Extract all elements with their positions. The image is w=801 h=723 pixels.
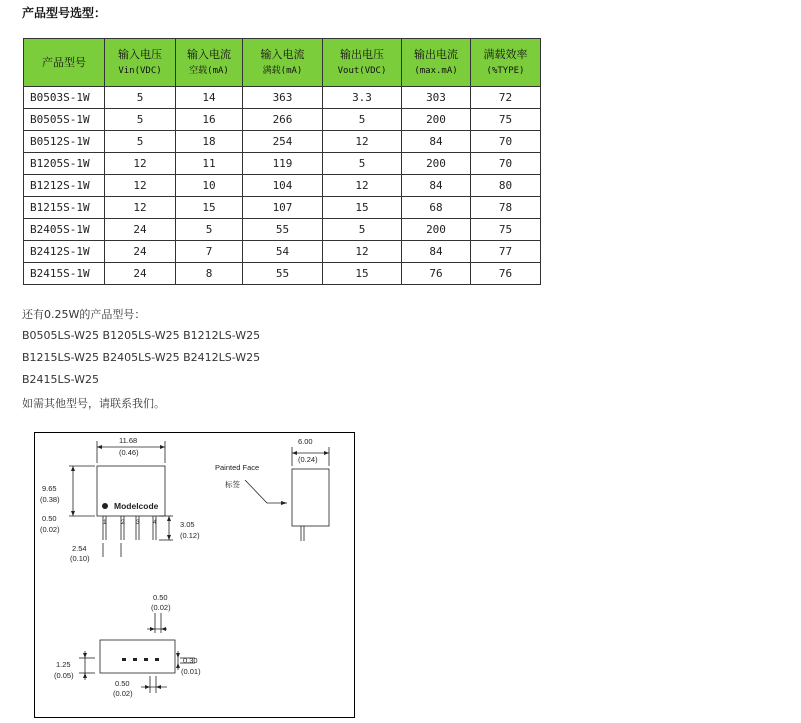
cell-vin: 24 bbox=[105, 263, 176, 285]
cell-vin: 5 bbox=[105, 131, 176, 153]
cell-iin-fullload: 55 bbox=[243, 219, 323, 241]
cell-vin: 12 bbox=[105, 153, 176, 175]
note-line-contact: 如需其他型号，请联系我们。 bbox=[22, 397, 165, 410]
cell-iin-noload: 7 bbox=[176, 241, 243, 263]
side-view-body bbox=[292, 469, 329, 526]
model-code-label: Modelcode bbox=[114, 501, 159, 511]
cell-vin: 12 bbox=[105, 175, 176, 197]
cell-efficiency: 70 bbox=[471, 153, 541, 175]
cell-iout: 84 bbox=[402, 131, 471, 153]
pin-thickness-mm: 0.30 bbox=[183, 656, 198, 665]
cell-model: B0512S-1W bbox=[24, 131, 105, 153]
cell-efficiency: 75 bbox=[471, 109, 541, 131]
cell-vin: 24 bbox=[105, 241, 176, 263]
table-row bbox=[24, 131, 541, 153]
cell-vout: 12 bbox=[323, 131, 402, 153]
table-row bbox=[24, 153, 541, 175]
cell-iin-noload: 14 bbox=[176, 87, 243, 109]
cell-iin-fullload: 119 bbox=[243, 153, 323, 175]
cell-model: B0503S-1W bbox=[24, 87, 105, 109]
painted-face-label: Painted Face bbox=[215, 463, 260, 472]
body-height-in: (0.05) bbox=[54, 671, 74, 680]
cell-vout: 12 bbox=[323, 241, 402, 263]
header-efficiency: 满载效率 (%TYPE) bbox=[471, 39, 541, 87]
table-header-row bbox=[24, 39, 541, 87]
header-iin-noload: 输入电流 空载(mA) bbox=[176, 39, 243, 87]
header-iout: 输出电流 (max.mA) bbox=[402, 39, 471, 87]
painted-face-label-cn: 标签 bbox=[225, 480, 240, 489]
header-iin-fullload: 输入电流 满载(mA) bbox=[243, 39, 323, 87]
cell-model: B1215S-1W bbox=[24, 197, 105, 219]
cell-vout: 15 bbox=[323, 197, 402, 219]
standoff-mm: 0.50 bbox=[42, 514, 57, 523]
width-mm: 11.68 bbox=[119, 436, 138, 445]
cell-model: B1205S-1W bbox=[24, 153, 105, 175]
cell-iout: 76 bbox=[402, 263, 471, 285]
body-height-mm: 1.25 bbox=[56, 660, 71, 669]
cell-iin-fullload: 363 bbox=[243, 87, 323, 109]
table-row bbox=[24, 109, 541, 131]
height-mm: 9.65 bbox=[42, 484, 57, 493]
cell-iin-noload: 10 bbox=[176, 175, 243, 197]
header-model: 产品型号 bbox=[24, 39, 105, 87]
cell-iout: 200 bbox=[402, 153, 471, 175]
cell-iout: 84 bbox=[402, 241, 471, 263]
pin-number: 2 bbox=[121, 519, 125, 526]
pin-width2-in: (0.02) bbox=[113, 689, 133, 698]
cell-iin-fullload: 107 bbox=[243, 197, 323, 219]
cell-iout: 200 bbox=[402, 219, 471, 241]
page-heading: 产品型号选型： bbox=[22, 6, 107, 20]
cell-iout: 84 bbox=[402, 175, 471, 197]
cell-iin-noload: 11 bbox=[176, 153, 243, 175]
cell-model: B2412S-1W bbox=[24, 241, 105, 263]
pin-len-mm: 3.05 bbox=[180, 520, 195, 529]
table-row bbox=[24, 87, 541, 109]
depth-in: (0.24) bbox=[298, 455, 318, 464]
pitch-in: (0.10) bbox=[70, 554, 90, 563]
cell-iout: 303 bbox=[402, 87, 471, 109]
cell-vout: 15 bbox=[323, 263, 402, 285]
cell-iin-fullload: 104 bbox=[243, 175, 323, 197]
cell-model: B1212S-1W bbox=[24, 175, 105, 197]
cell-efficiency: 78 bbox=[471, 197, 541, 219]
cell-vout: 5 bbox=[323, 109, 402, 131]
cell-iin-noload: 16 bbox=[176, 109, 243, 131]
cell-iin-noload: 18 bbox=[176, 131, 243, 153]
cell-model: B0505S-1W bbox=[24, 109, 105, 131]
dimension-drawing bbox=[34, 432, 355, 718]
cell-vout: 5 bbox=[323, 153, 402, 175]
pin-width2-mm: 0.50 bbox=[115, 679, 130, 688]
dimension-drawing-svg bbox=[35, 433, 354, 717]
cell-vin: 24 bbox=[105, 219, 176, 241]
cell-vin: 5 bbox=[105, 87, 176, 109]
note-line-models-3: B2415LS-W25 bbox=[22, 373, 100, 386]
cell-model: B2405S-1W bbox=[24, 219, 105, 241]
cell-vout: 12 bbox=[323, 175, 402, 197]
width-in: (0.46) bbox=[119, 448, 139, 457]
cell-efficiency: 75 bbox=[471, 219, 541, 241]
pin-thickness-in: (0.01) bbox=[181, 667, 201, 676]
bottom-view-body bbox=[100, 640, 175, 673]
cell-vin: 12 bbox=[105, 197, 176, 219]
pin-number: 3 bbox=[136, 519, 140, 526]
cell-efficiency: 70 bbox=[471, 131, 541, 153]
pin-width-mm: 0.50 bbox=[153, 593, 168, 602]
pin1-marker bbox=[102, 503, 108, 509]
table-row bbox=[24, 219, 541, 241]
cell-efficiency: 76 bbox=[471, 263, 541, 285]
cell-iin-fullload: 54 bbox=[243, 241, 323, 263]
cell-vout: 5 bbox=[323, 219, 402, 241]
pin-len-in: (0.12) bbox=[180, 531, 200, 540]
note-line-intro: 还有0.25W的产品型号： bbox=[22, 308, 146, 321]
cell-efficiency: 77 bbox=[471, 241, 541, 263]
cell-iout: 68 bbox=[402, 197, 471, 219]
header-vin: 输入电压 Vin(VDC) bbox=[105, 39, 176, 87]
header-vout: 输出电压 Vout(VDC) bbox=[323, 39, 402, 87]
pin-width-in: (0.02) bbox=[151, 603, 171, 612]
cell-iin-fullload: 55 bbox=[243, 263, 323, 285]
pin-number: 4 bbox=[153, 519, 157, 526]
product-spec-table bbox=[23, 38, 541, 285]
note-line-models-2: B1215LS-W25 B2405LS-W25 B2412LS-W25 bbox=[22, 351, 261, 364]
cell-model: B2415S-1W bbox=[24, 263, 105, 285]
cell-iin-fullload: 254 bbox=[243, 131, 323, 153]
depth-mm: 6.00 bbox=[298, 437, 313, 446]
cell-iin-fullload: 266 bbox=[243, 109, 323, 131]
cell-iin-noload: 5 bbox=[176, 219, 243, 241]
pin-number: 1 bbox=[103, 519, 107, 526]
table-row bbox=[24, 197, 541, 219]
table-row bbox=[24, 175, 541, 197]
height-in: (0.38) bbox=[40, 495, 60, 504]
pitch-mm: 2.54 bbox=[72, 544, 87, 553]
note-line-models-1: B0505LS-W25 B1205LS-W25 B1212LS-W25 bbox=[22, 329, 261, 342]
cell-vin: 5 bbox=[105, 109, 176, 131]
table-row bbox=[24, 241, 541, 263]
cell-iin-noload: 8 bbox=[176, 263, 243, 285]
table-row bbox=[24, 263, 541, 285]
cell-efficiency: 72 bbox=[471, 87, 541, 109]
standoff-in: (0.02) bbox=[40, 525, 60, 534]
cell-vout: 3.3 bbox=[323, 87, 402, 109]
cell-iin-noload: 15 bbox=[176, 197, 243, 219]
cell-efficiency: 80 bbox=[471, 175, 541, 197]
cell-iout: 200 bbox=[402, 109, 471, 131]
